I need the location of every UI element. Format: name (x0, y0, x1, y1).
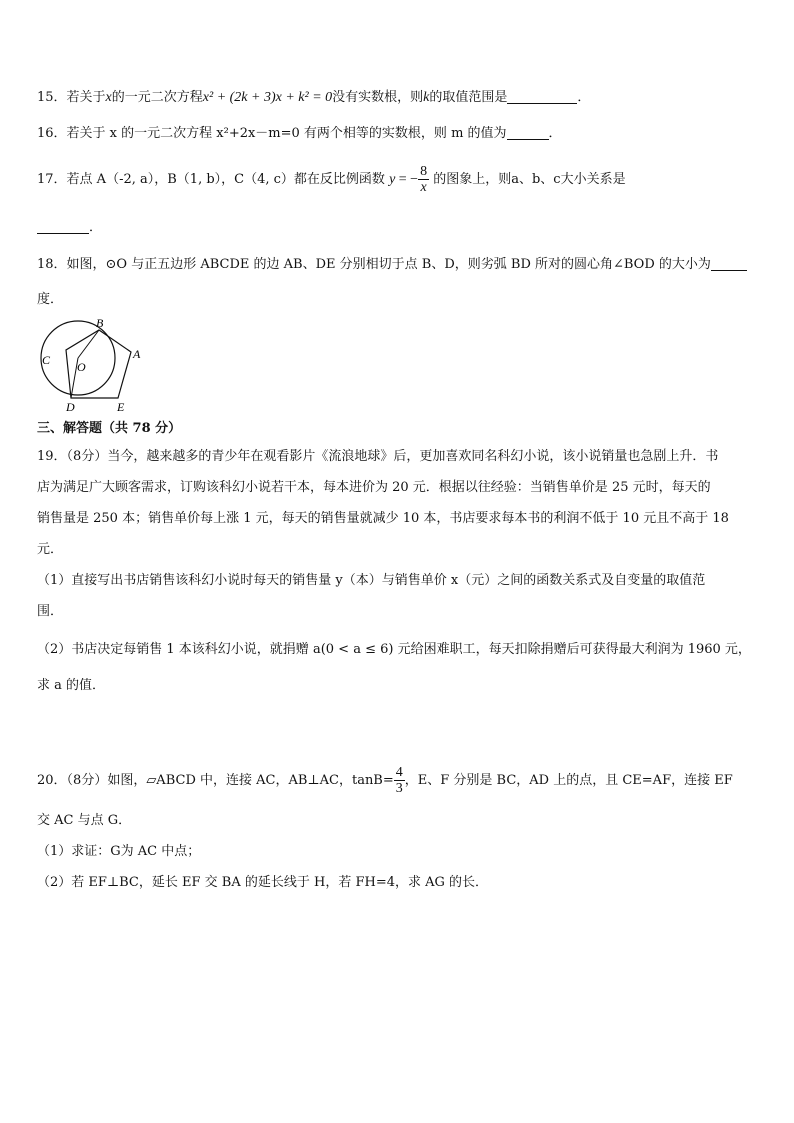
q19-line1: 19．（8分）当今，越来越多的青少年在观看影片《流浪地球》后，更加喜欢同名科幻小说，该小说销量也急剧上升．书 (37, 449, 719, 464)
q19-part2-line2: 求 a 的值． (37, 678, 106, 693)
q15-text: 15．若关于 (37, 90, 106, 105)
q15-equation: x² + (2k + 3)x + k² = 0 (202, 90, 333, 105)
q17-answer-blank[interactable] (37, 219, 89, 234)
q15-text-mid2: 没有实数根，则 (332, 90, 424, 105)
label-b: B (96, 316, 104, 330)
q19-part2-line1: （2）书店决定每销售 1 本该科幻小说，就捐赠 a(0 < a ≤ 6) 元给困难职工，每天扣除捐赠后可获得最大利润为 1960 元， (37, 642, 751, 657)
q16-answer-blank[interactable] (507, 125, 549, 140)
q20-fraction (394, 765, 405, 796)
label-a: A (133, 347, 141, 361)
q17-fraction (418, 164, 429, 195)
q17-text-post: 的图象上，则a、b、c大小关系是 (433, 172, 626, 187)
q16-end: ． (548, 126, 562, 141)
q17-numerator: 8 (420, 164, 428, 179)
q17-end: ． (89, 220, 103, 235)
q20-part1: （1）求证：G为 AC 中点； (37, 844, 201, 859)
q15-end: ． (577, 90, 591, 105)
pentagon-circle-figure (32, 314, 152, 414)
pentagon-abcde (66, 330, 131, 398)
radius-ob (78, 330, 99, 358)
q18-line2 (37, 290, 63, 310)
q15-k: k (423, 90, 430, 105)
q16-text: 16．若关于 x 的一元二次方程 x²+2x－m=0 有两个相等的实数根，则 m 的值为 (37, 126, 507, 141)
q19-line4: 元． (37, 542, 64, 557)
q20-denominator: 3 (395, 781, 403, 796)
q15-answer-blank[interactable] (507, 89, 577, 104)
question-16 (37, 124, 562, 144)
q19-part1-line2: 围． (37, 604, 64, 619)
q17-text: 17．若点 A（-2, a），B（1, b），C（4, c）都在反比例函数 (37, 172, 385, 187)
label-o: O (77, 360, 86, 374)
q17-answer-line (37, 218, 102, 238)
q19-line2: 店为满足广大顾客需求，订购该科幻小说若干本，每本进价为 20 元．根据以往经验：当销售单价是 25 元时，每天的 (37, 480, 711, 495)
q15-variable: x (105, 90, 112, 105)
q17-y: y (389, 172, 396, 187)
q20-line2: 交 AC 与点 G． (37, 813, 132, 828)
q18-text: 18．如图，⊙O 与正五边形 ABCDE 的边 AB、DE 分别相切于点 B、D，则劣弧 BD 所对的圆心角∠BOD 的大小为 (37, 257, 711, 272)
question-17 (37, 162, 626, 198)
q15-text-mid: 的一元二次方程 (111, 90, 203, 105)
question-20 (37, 762, 733, 800)
q18-text-line2: 度． (37, 292, 64, 307)
q20-text: 20．（8分）如图，▱ABCD 中，连接 AC，AB⊥AC，tanB= (37, 773, 394, 788)
section-heading: 三、解答题（共 78 分） (37, 421, 182, 436)
q20-numerator: 4 (395, 765, 403, 780)
question-15 (37, 88, 590, 108)
label-e: E (117, 400, 125, 414)
q15-text-post: 的取值范围是 (429, 90, 508, 105)
q18-answer-blank[interactable] (711, 256, 747, 271)
q17-eq: = − (395, 172, 419, 187)
q17-denominator: x (420, 180, 427, 195)
q20-text-post: ，E、F 分别是 BC，AD 上的点，且 CE=AF，连接 EF (404, 773, 733, 788)
q20-part2: （2）若 EF⊥BC，延长 EF 交 BA 的延长线于 H，若 FH=4，求 AG 的长． (37, 875, 489, 890)
label-d: D (66, 400, 75, 414)
question-18 (37, 255, 747, 275)
q19-line3: 销售量是 250 本；销售单价每上涨 1 元，每天的销售量就减少 10 本，书店要求每本书的利润不低于 10 元且不高于 18 (37, 511, 729, 526)
label-c: C (42, 353, 51, 367)
q19-part1-line1: （1）直接写出书店销售该科幻小说时每天的销售量 y（本）与销售单价 x（元）之间的函数关系式及自变量的取值范 (37, 573, 706, 588)
